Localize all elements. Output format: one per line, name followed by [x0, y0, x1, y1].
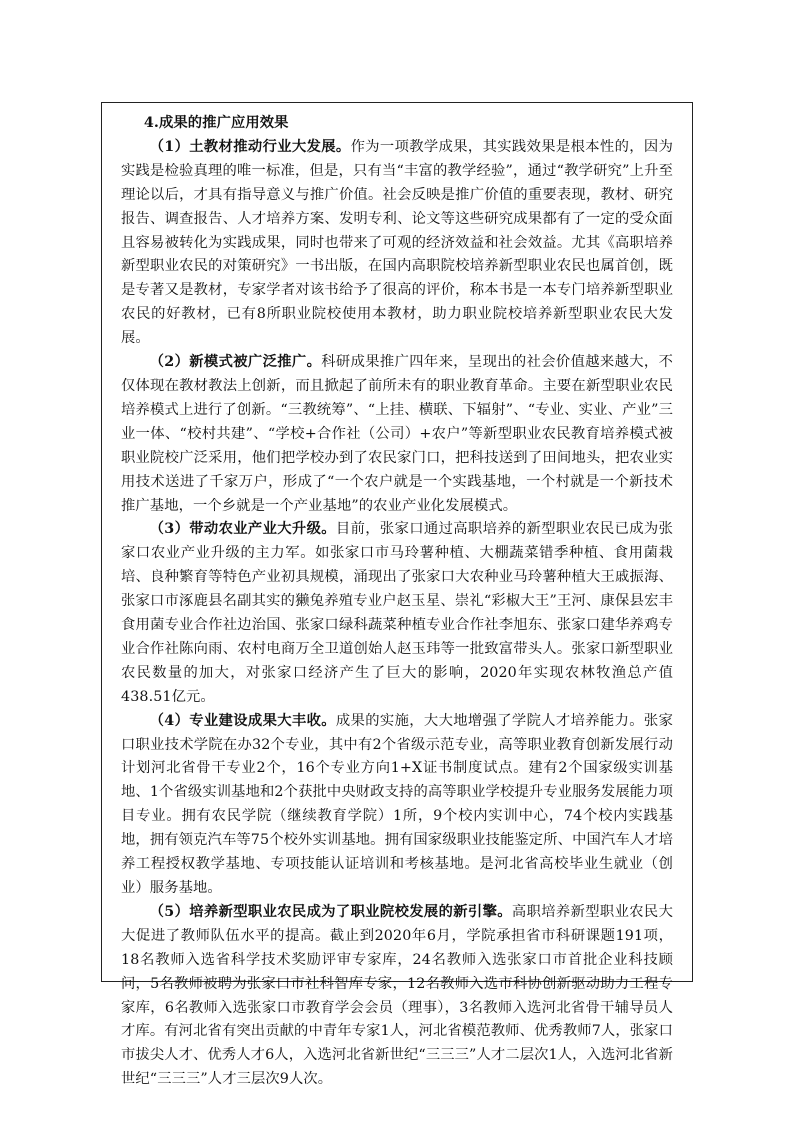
paragraph-lead: （3）带动农业产业大升级。: [149, 521, 336, 538]
paragraph-body: 目前，张家口通过高职培养的新型职业农民已成为张家口农业产业升级的主力军。如张家口市马玲薯种植、大棚蔬菜错季种植、食用菌栽培、良种繁育等特色产业初具规模，涌现出了张家口大农种业马玲薯种植大王戚振海、张家口市涿鹿县名副其实的獭兔养殖专业户赵玉星、崇礼“彩椒大王”王河、康保县宏丰食用菌专业合作社边治国、张家口绿科蔬菜种植专业合作社李旭东、张家口建华养鸡专业合作社陈向雨、农村电商万全卫道创始人赵玉玮等一批致富带头人。张家口新型职业农民数量的加大，对张家口经济产生了巨大的影响，2020年实现农林牧渔总产值438.51亿元。: [121, 521, 673, 705]
paragraph-item-1: [121, 136, 673, 351]
paragraph-lead: （2）新模式被广泛推广。: [149, 354, 322, 371]
document-body: [121, 112, 673, 1092]
paragraph-body: 作为一项教学成果，其实践效果是根本性的，因为实践是检验真理的唯一标准，但是，只有当“丰富的教学经验”，通过“教学研究”上升至理论以后，才具有指导意义与推广价值。社会反映是推广价值的重要表现，教材、研究报告、调查报告、人才培养方案、发明专利、论文等这些研究成果都有了一定的受众面且容易被转化为实践成果，同时也带来了可观的经济效益和社会效益。尤其《高职培养新型职业农民的对策研究》一书出版，在国内高职院校培养新型职业农民也属首创，既是专著又是教材，专家学者对该书给予了很高的评价，称本书是一本专门培养新型职业农民的好教材，已有8所职业院校使用本教材，助力职业院校培养新型职业农民大发展。: [121, 138, 673, 347]
paragraph-lead: （4）专业建设成果大丰收。: [149, 712, 336, 729]
paragraph-item-3: [121, 518, 673, 709]
paragraph-body: 高职培养新型职业农民大大促进了教师队伍水平的提高。截止到2020年6月，学院承担省市科研课题191项，18名教师入选省科学技术奖励评审专家库，24名教师入选张家口市首批企业科技顾问，5名教师被聘为张家口市社科智库专家，12名教师入选市科协创新驱动助力工程专家库，6名教师入选张家口市教育学会会员（理事），3名教师入选河北省骨干辅导员人才库。有河北省有突出贡献的中青年专家1人，河北省模范教师、优秀教师7人，张家口市拔尖人才、优秀人才6人，入选河北省新世纪“三三三”人才二层次1人，入选河北省新世纪“三三三”人才三层次9人次。: [121, 903, 673, 1088]
paragraph-item-5: [121, 901, 673, 1092]
paragraph-item-2: [121, 351, 673, 518]
paragraph-body: 成果的实施，大大地增强了学院人才培养能力。张家口职业技术学院在办32个专业，其中有2个省级示范专业，高等职业教育创新发展行动计划河北省骨干专业2个，16个专业方向1+X证书制度试点。建有2个国家级实训基地、1个省级实训基地和2个获批中央财政支持的高等职业学校提升专业服务发展能力项目专业。拥有农民学院（继续教育学院）1所，9个校内实训中心，74个校内实践基地，拥有领克汽车等75个校外实训基地。拥有国家级职业技能鉴定所、中国汽车人才培养工程授权教学基地、专项技能认证培训和考核基地。是河北省高校毕业生就业（创业）服务基地。: [121, 712, 673, 896]
paragraph-lead: （1）土教材推动行业大发展。: [149, 138, 351, 155]
paragraph-lead: （5）培养新型职业农民成为了职业院校发展的新引擎。: [149, 903, 512, 920]
paragraph-body: 科研成果推广四年来，呈现出的社会价值越来越大，不仅体现在教材教法上创新，而且掀起了前所未有的职业教育革命。主要在新型职业农民培养模式上进行了创新。“三教统筹”、“上挂、横联、下辐射”、“专业、实业、产业”三业一体、“校村共建”、“学校+合作社（公司）+农户”等新型职业农民教育培养模式被职业院校广泛采用，他们把学校办到了农民家门口，把科技送到了田间地头，把农业实用技术送进了千家万户，形成了“一个农户就是一个实践基地，一个村就是一个新技术推广基地，一个乡就是一个产业基地”的农业产业化发展模式。: [121, 354, 673, 514]
section-heading: 4.成果的推广应用效果: [143, 115, 289, 131]
paragraph-item-4: [121, 710, 673, 901]
